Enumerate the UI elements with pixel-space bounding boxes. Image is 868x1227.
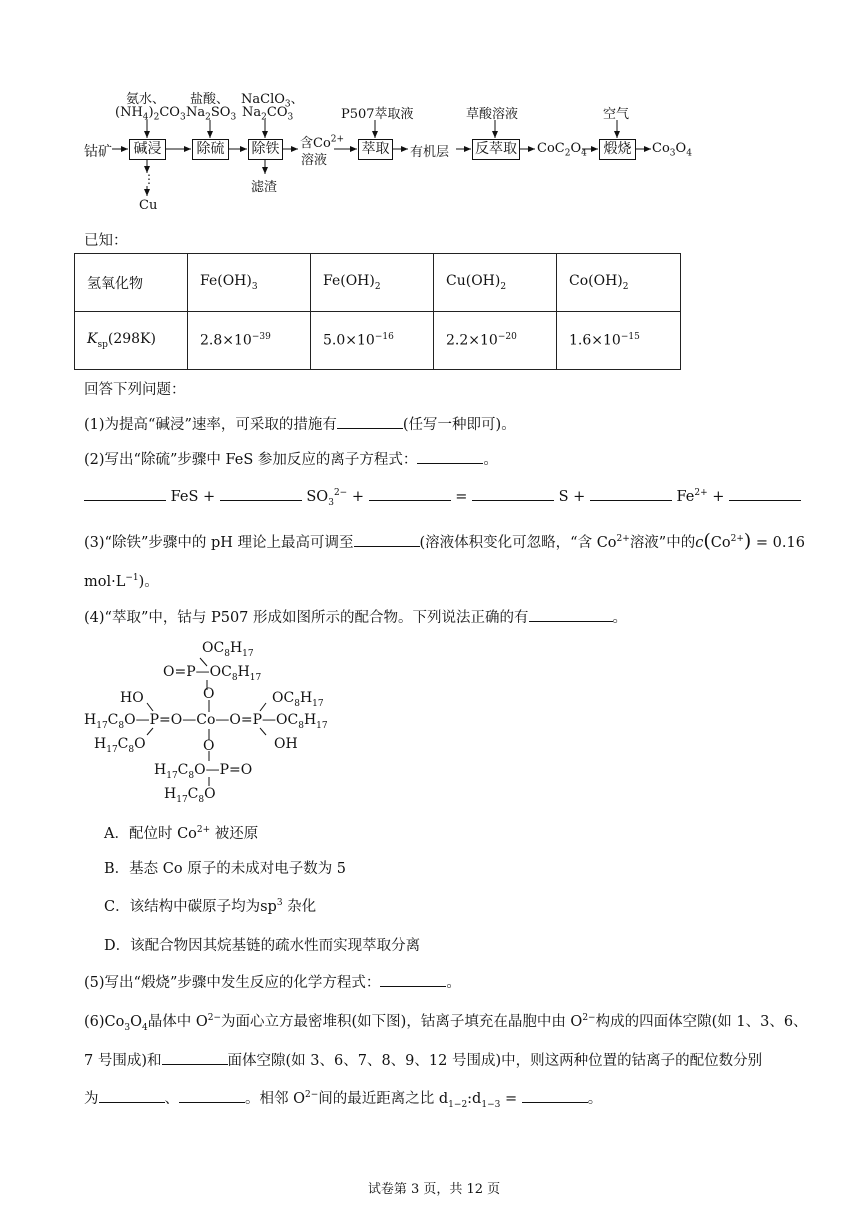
step-label: 除铁 bbox=[251, 141, 280, 157]
table-header-cell: $Co(OH)_2$ bbox=[557, 254, 681, 312]
answer-blank[interactable] bbox=[522, 1088, 588, 1103]
intermediate-solution-label: 溶液 bbox=[301, 153, 328, 168]
intermediate-organic-layer: 有机层 bbox=[410, 145, 450, 160]
phosphoryl-group: $O=P—OC_8H_{17}$ bbox=[163, 664, 262, 683]
answer-blank[interactable] bbox=[162, 1050, 228, 1065]
option-d[interactable]: D．该配合物因其烷基链的疏水性而实现萃取分离 bbox=[104, 938, 421, 954]
question-4: (4)“萃取”中，钴与 P507 形成如图所示的配合物。下列说法正确的有 。 bbox=[84, 606, 627, 627]
byproduct-residue: 滤渣 bbox=[251, 180, 278, 195]
table-cell: $5.0\times 10^{-16}$ bbox=[311, 312, 434, 370]
page-footer: 试卷第 3 页，共 12 页 bbox=[367, 1182, 501, 1197]
step-label: 萃取 bbox=[361, 141, 390, 157]
step-back-extraction bbox=[472, 139, 520, 160]
reagent-sodium-sulfite: $Na_2SO_3$ bbox=[186, 105, 237, 123]
process-flowchart bbox=[0, 0, 868, 220]
question-6-line2: 7 号围成)和 面体空隙(如 3、6、7、8、9、12 号围成)中，则这两种位置的钴离子的配位数分别 bbox=[84, 1049, 762, 1070]
table-header-cell: 氢氧化物 bbox=[75, 254, 188, 312]
answer-blank[interactable] bbox=[417, 449, 483, 464]
table-cell: $1.6\times 10^{-15}$ bbox=[557, 312, 681, 370]
reagent-air: 空气 bbox=[603, 107, 630, 122]
step-label: 反萃取 bbox=[475, 141, 517, 157]
oxygen-atom: O bbox=[203, 738, 215, 754]
answer-intro: 回答下列问题： bbox=[84, 382, 186, 398]
hydroxyl-group: OH bbox=[274, 736, 298, 752]
question-5: (5)写出“煅烧”步骤中发生反应的化学方程式： 。 bbox=[84, 971, 461, 992]
table-row bbox=[75, 312, 681, 370]
question-3: (3)“除铁”步骤中的 pH 理论上最高可调至 (溶液体积变化可忽略，“含 $Co^{2+}$溶液”中的$c(Co^{2+}) = 0.16$ bbox=[84, 530, 805, 552]
start-material: 钴矿 bbox=[84, 144, 112, 160]
option-a[interactable]: A．配位时 $Co^{2+}$ 被还原 bbox=[104, 825, 259, 842]
answer-blank[interactable] bbox=[380, 972, 446, 987]
question-3-cont: $mol\cdot L^{-1}$)。 bbox=[84, 573, 159, 590]
table-header-cell: $Fe(OH)_3$ bbox=[188, 254, 311, 312]
question-6-line3: 为 、 。相邻 $O^{2-}$间的最近距离之比 $d_{1-2}:d_{1-3}$ = 。 bbox=[84, 1087, 602, 1110]
question-6: $(6)Co_3O_4$晶体中 $O^{2-}$为面心立方最密堆积(如下图)，钴离子填充在晶胞中由 $O^{2-}$构成的四面体空隙(如 1、3、6、 bbox=[84, 1013, 808, 1033]
option-c[interactable]: C．该结构中碳原子均为$sp^3$ 杂化 bbox=[104, 898, 317, 915]
ionic-equation: FeS + $SO_3^{2-}$ + = $S + Fe^{2+}$ + bbox=[84, 486, 801, 508]
table-cell: $2.8\times 10^{-39}$ bbox=[188, 312, 311, 370]
coefficient-blank[interactable] bbox=[729, 486, 801, 501]
intermediate-co-solution: 含$Co^{2+}$ bbox=[300, 134, 345, 151]
reagent-ammonia: 氨水、 bbox=[126, 92, 166, 107]
step-alkali-leach bbox=[129, 139, 166, 160]
answer-blank[interactable] bbox=[179, 1088, 245, 1103]
ligand-h17c8o: $H_{17}C_8O$ bbox=[164, 786, 216, 805]
complex-structure-diagram bbox=[80, 640, 380, 810]
coefficient-blank[interactable] bbox=[472, 486, 554, 501]
coefficient-blank[interactable] bbox=[220, 486, 302, 501]
question-2: (2)写出“除硫”步骤中 FeS 参加反应的离子方程式： 。 bbox=[84, 448, 498, 469]
answer-blank[interactable] bbox=[354, 532, 420, 547]
reagent-ammonium-carbonate: $(NH_4)_2CO_3$ bbox=[115, 105, 186, 123]
phosphoryl-group: $H_{17}C_8O—P=O$ bbox=[154, 762, 253, 781]
coefficient-blank[interactable] bbox=[369, 486, 451, 501]
coefficient-blank[interactable] bbox=[84, 486, 166, 501]
step-deiron bbox=[248, 139, 283, 160]
option-b[interactable]: B．基态 Co 原子的未成对电子数为 5 bbox=[104, 861, 347, 877]
intermediate-cobalt-oxalate: $CoC_2O_4$ bbox=[537, 141, 587, 159]
answer-blank[interactable] bbox=[337, 414, 403, 429]
step-calcination bbox=[599, 139, 636, 160]
table-header-cell: $Cu(OH)_2$ bbox=[434, 254, 557, 312]
oxygen-atom: O bbox=[203, 686, 215, 702]
byproduct-copper: Cu bbox=[139, 198, 158, 213]
step-label: 煅烧 bbox=[603, 141, 632, 157]
answer-blank[interactable] bbox=[99, 1088, 165, 1103]
answer-blank[interactable] bbox=[529, 607, 613, 622]
question-1: (1)为提高“碱浸”速率，可采取的措施有 (任写一种即可)。 bbox=[84, 413, 516, 434]
known-label: 已知： bbox=[84, 233, 128, 249]
reagent-oxalic-acid: 草酸溶液 bbox=[466, 107, 519, 122]
product-co3o4: $Co_3O_4$ bbox=[652, 141, 692, 159]
ligand-h17c8o: $H_{17}C_8O$ bbox=[94, 736, 146, 755]
reagent-sodium-carbonate: $Na_2CO_3$ bbox=[242, 105, 294, 123]
step-desulfur bbox=[192, 139, 229, 160]
reagent-naclo3: NaClO$_3$、 bbox=[241, 92, 304, 110]
table-cell: $2.2\times 10^{-20}$ bbox=[434, 312, 557, 370]
hydroxyl-group: HO bbox=[120, 690, 144, 706]
ksp-table bbox=[74, 253, 681, 370]
ligand-oc8h17: $OC_8H_{17}$ bbox=[272, 690, 324, 709]
central-chain: $H_{17}C_8O—P=O—Co—O=P—OC_8H_{17}$ bbox=[84, 712, 328, 731]
reagent-p507: P507萃取液 bbox=[341, 107, 414, 122]
table-row bbox=[75, 254, 681, 312]
step-extraction bbox=[358, 139, 393, 160]
step-label: 除硫 bbox=[196, 141, 225, 157]
table-cell: $K_{sp}(298K)$ bbox=[75, 312, 188, 370]
table-header-cell: $Fe(OH)_2$ bbox=[311, 254, 434, 312]
coefficient-blank[interactable] bbox=[590, 486, 672, 501]
ellipsis-mark: ⋮ bbox=[143, 172, 155, 186]
reagent-hcl: 盐酸、 bbox=[190, 92, 230, 107]
ligand-oc8h17: $OC_8H_{17}$ bbox=[202, 640, 254, 659]
step-label: 碱浸 bbox=[133, 141, 162, 157]
